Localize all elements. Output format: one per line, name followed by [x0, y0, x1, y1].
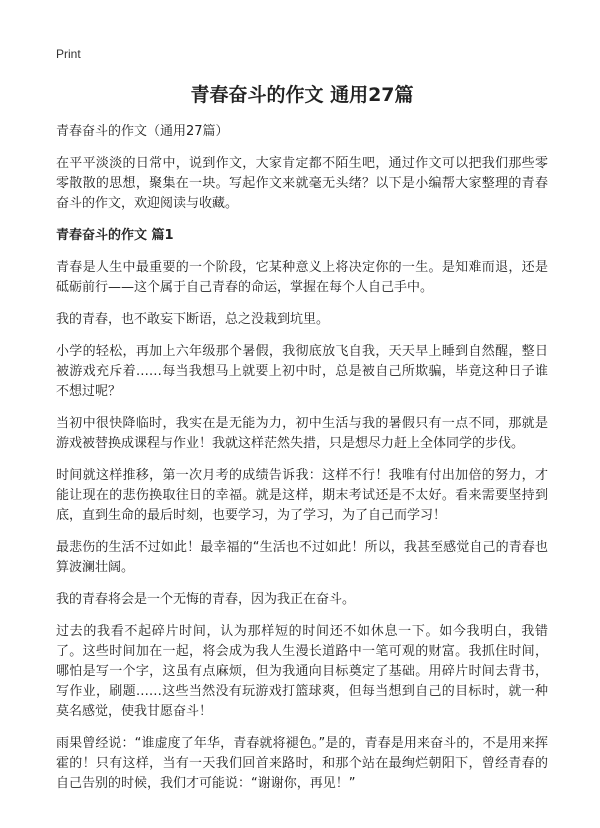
body-paragraph: 我的青春将会是一个无悔的青春，因为我正在奋斗。 — [56, 592, 356, 607]
print-label: Print — [56, 47, 81, 61]
body-paragraph: 当初中很快降临时，我实在是无能为力，初中生活与我的暑假只有一点不同，那就是游戏被替换成课程与作业！我就这样茫然失措，只是想尽力赶上全体同学的步伐。 — [56, 416, 548, 451]
body-paragraph: 时间就这样推移，第一次月考的成绩告诉我：这样不行！我唯有付出加倍的努力，才能让现在的悲伤换取往日的幸福。就是这样，期末考试还是不太好。看来需要坚持到底，直到生命的最后时刻，也要学习，为了学习，为了自己而学习！ — [56, 468, 548, 523]
body-paragraph: 雨果曾经说：“谁虚度了年华，青春就将褪色。”是的，青春是用来奋斗的，不是用来挥霍的！只有这样，当有一天我们回首来路时，和那个站在最绚烂朝阳下，曾经青春的自己告别的时候，我们才可能说：“谢谢你，再见！” — [56, 736, 548, 791]
document-subtitle: 青春奋斗的作文（通用27篇） — [56, 124, 229, 139]
section-heading: 青春奋斗的作文 篇1 — [56, 228, 174, 243]
body-paragraph: 最悲伤的生活不过如此！最幸福的“生活也不过如此！所以，我甚至感觉自己的青春也算波澜壮阔。 — [56, 540, 548, 575]
body-paragraph: 小学的轻松，再加上六年级那个暑假，我彻底放飞自我，天天早上睡到自然醒，整日被游戏充斥着……每当我想马上就要上初中时，总是被自己所欺骗，毕竟这种日子谁不想过呢？ — [56, 344, 548, 399]
body-paragraph: 过去的我看不起碎片时间，认为那样短的时间还不如休息一下。如今我明白，我错了。这些时间加在一起，将会成为我人生漫长道路中一笔可观的财富。我抓住时间，哪怕是写一个字，这虽有点麻烦，但为我通向目标奠定了基础。用碎片时间去背书，写作业，刷题……这些当然没有玩游戏打篮球爽，但每当想到自己的目标时，就一种莫名感觉，使我甘愿奋斗！ — [56, 624, 548, 719]
document-page — [56, 46, 548, 806]
intro-paragraph: 在平平淡淡的日常中，说到作文，大家肯定都不陌生吧，通过作文可以把我们那些零零散散的思想，聚集在一块。写起作文来就毫无头绪？以下是小编帮大家整理的青春奋斗的作文，欢迎阅读与收藏。 — [56, 156, 548, 211]
body-paragraph: 我的青春，也不敢妄下断语，总之没栽到坑里。 — [56, 312, 330, 327]
document-title: 青春奋斗的作文 通用27篇 — [190, 84, 414, 106]
body-paragraph: 青春是人生中最重要的一个阶段，它某种意义上将决定你的一生。是知难而退，还是砥砺前行——这个属于自己青春的命运，掌握在每个人自己手中。 — [56, 260, 548, 295]
